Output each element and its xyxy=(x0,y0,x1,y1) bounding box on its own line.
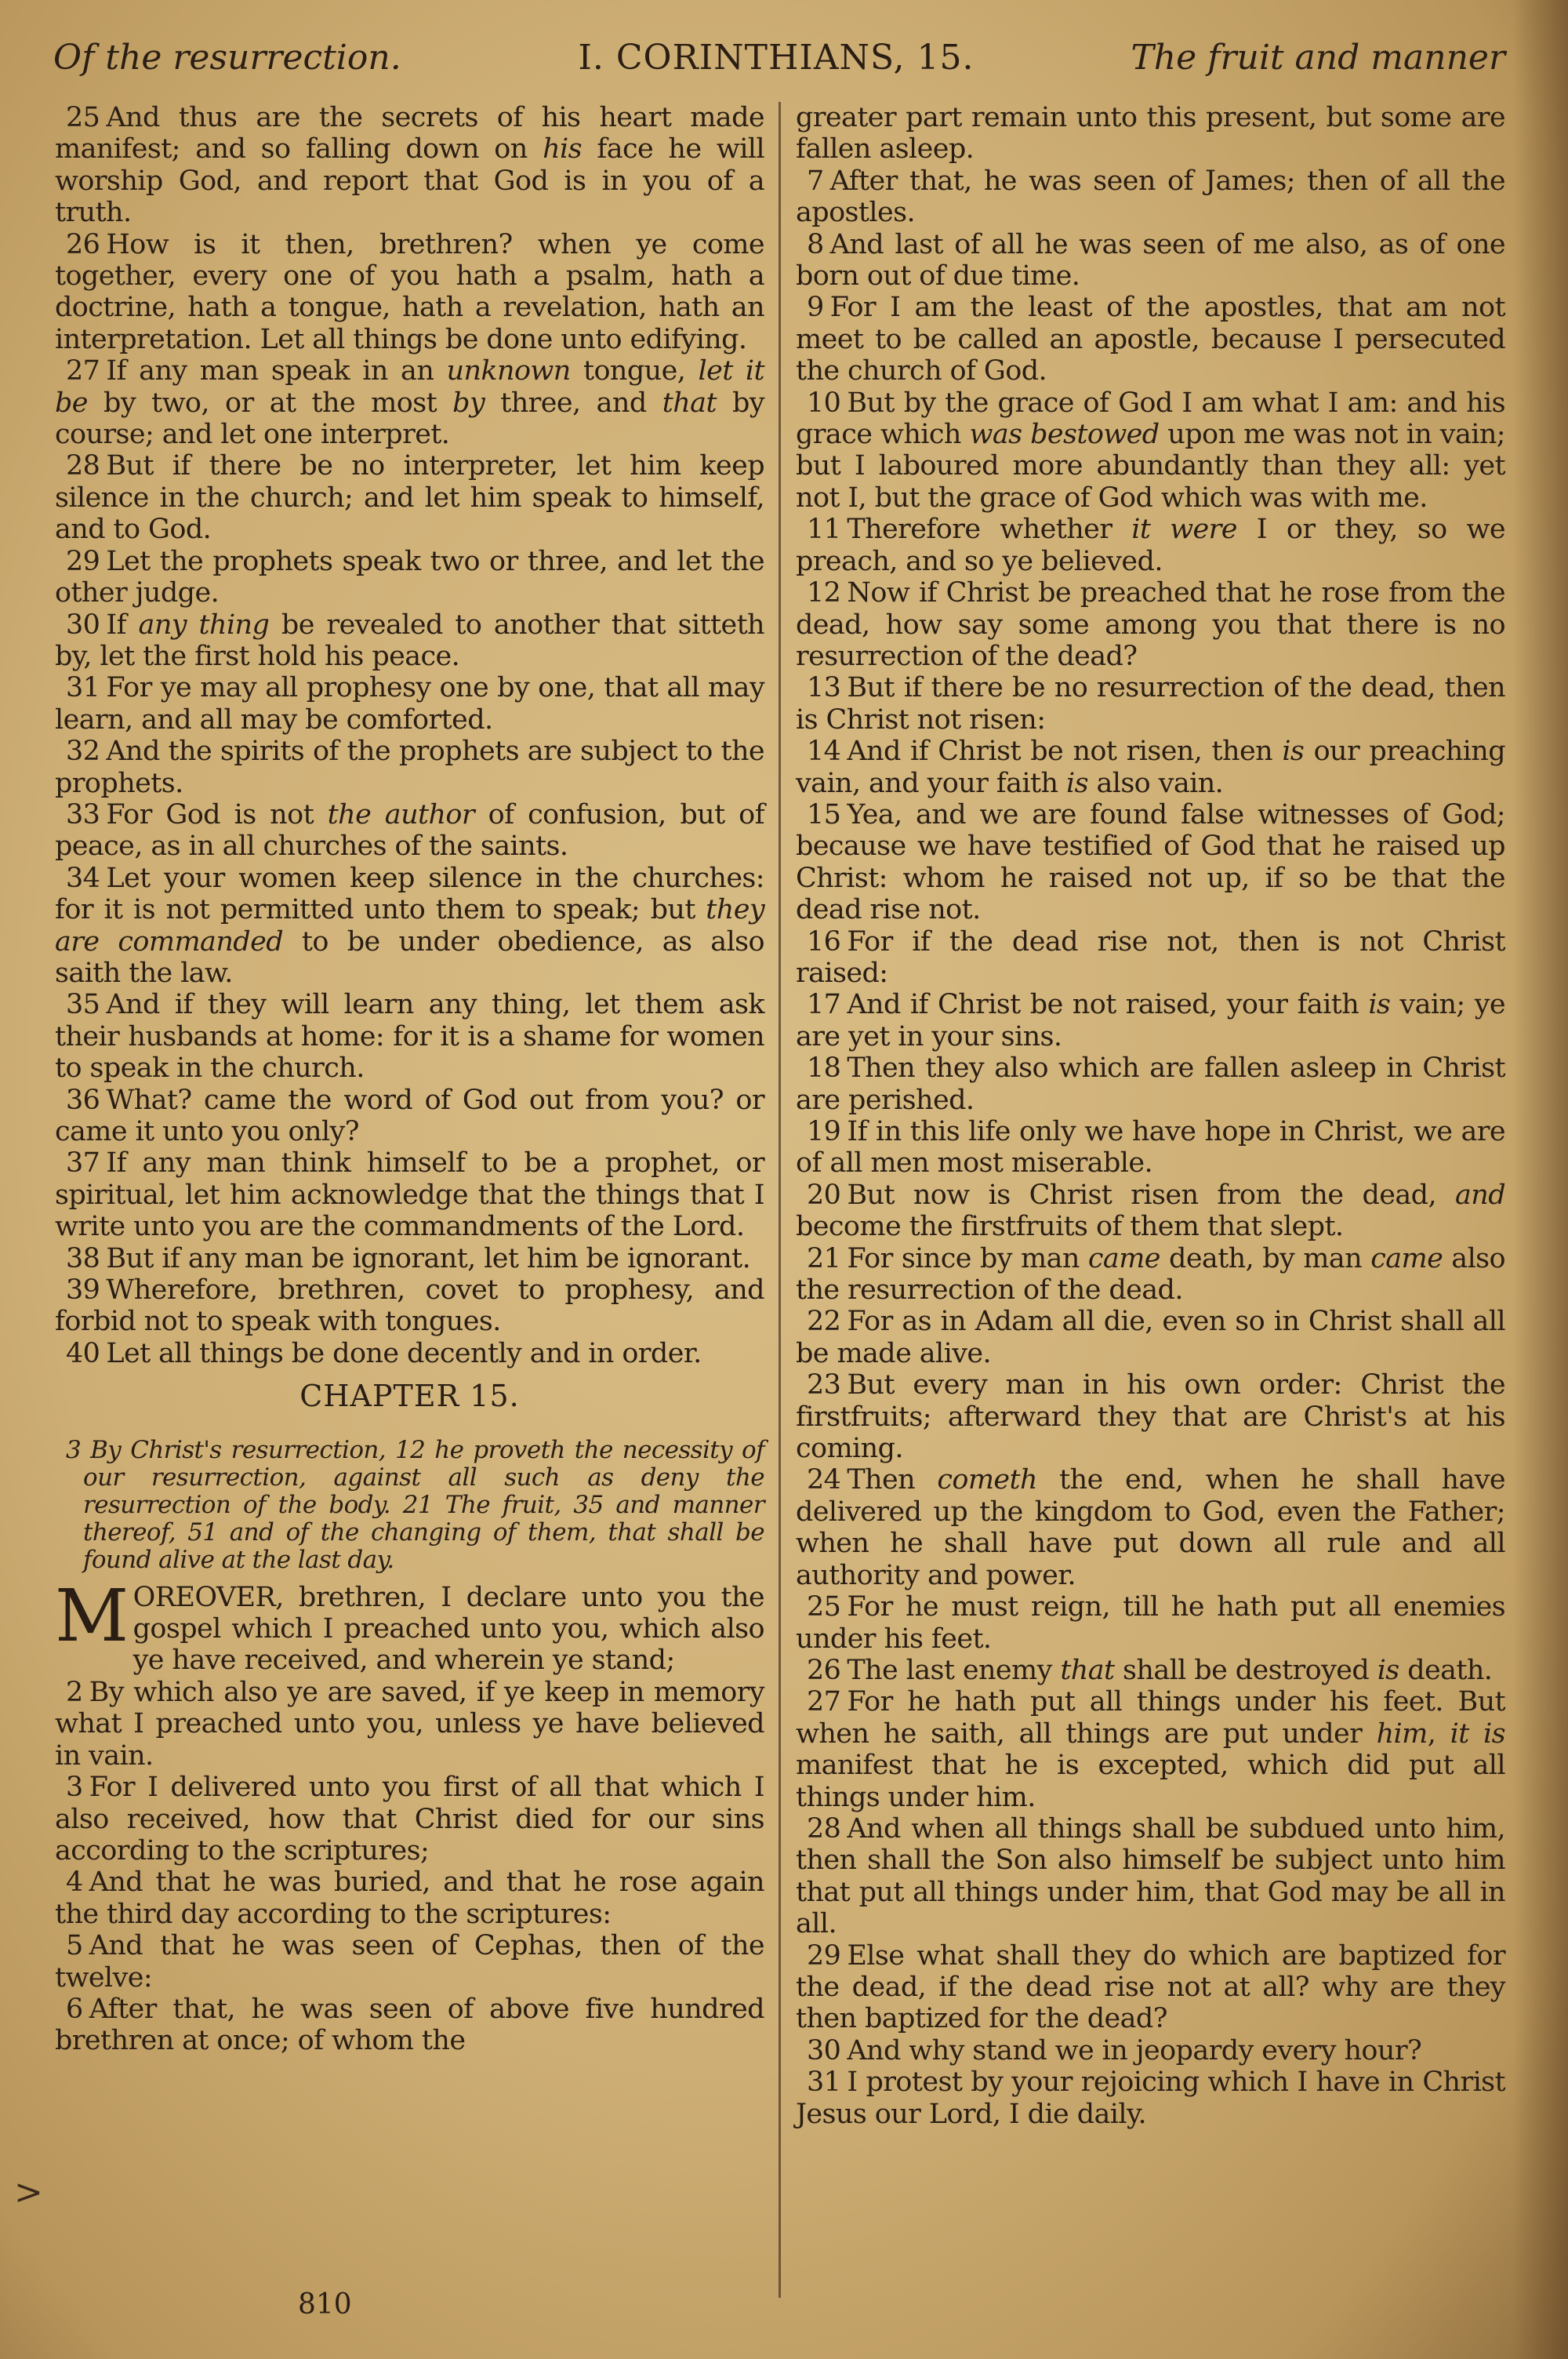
verse-text: Then xyxy=(847,1464,938,1496)
verse-text: upon me was not in vain; but I laboured more abundantly than they all: yet not I, but the grace of God which was with me. xyxy=(796,419,1505,514)
verse-25 xyxy=(55,102,764,229)
verse-text: face he will worship God, and report that God is in you of a truth. xyxy=(55,133,764,229)
italic-supplied-words: is xyxy=(1282,736,1305,768)
italic-supplied-words: and xyxy=(1454,1179,1505,1211)
italic-supplied-words: any thing xyxy=(138,609,270,641)
verse-14 xyxy=(796,736,1505,799)
verse-30 xyxy=(55,609,764,673)
verse-text: Let the prophets speak two or three, and let the other judge. xyxy=(55,545,764,609)
verse-number: 28 xyxy=(66,450,100,482)
verse-text: For as in Adam all die, even so in Christ shall all be made alive. xyxy=(796,1306,1505,1369)
verse-number: 25 xyxy=(807,1591,841,1623)
verse-text: I or they, so we preach, and so ye believed. xyxy=(796,514,1505,577)
verse-text: What? came the word of God out from you? or came it unto you only? xyxy=(55,1084,764,1147)
verse-text: For I delivered unto you first of all that which I also received, how that Christ died for our sins according to the scriptures; xyxy=(55,1772,764,1866)
verse-number: 38 xyxy=(66,1242,100,1274)
verses-chapter-15-left xyxy=(55,1677,764,2057)
verse-16 xyxy=(796,926,1505,990)
verse-36 xyxy=(55,1085,764,1148)
verse-number: 29 xyxy=(807,1939,841,1972)
verse-number: 10 xyxy=(807,387,841,419)
verse-31 xyxy=(796,2066,1505,2130)
verse-text: death. xyxy=(1399,1654,1493,1686)
verse-text: But if any man be ignorant, let him be ignorant. xyxy=(106,1242,751,1274)
verse-39 xyxy=(55,1274,764,1338)
verse-text: by course; and let one interpret. xyxy=(55,387,764,451)
verse-12 xyxy=(796,577,1505,672)
verse-number: 7 xyxy=(807,165,824,197)
left-column xyxy=(55,102,764,2057)
verse-number: 27 xyxy=(807,1686,841,1718)
verse-text: But every man in his own order: Christ the firstfruits; afterward they that are Christ's at his coming. xyxy=(796,1369,1505,1465)
verse-23 xyxy=(796,1369,1505,1464)
verse-text: And if Christ be not risen, then xyxy=(847,736,1283,768)
page-number: 810 xyxy=(298,2288,352,2321)
verse-text: And thus are the secrets of his heart made manifest; and so falling down on xyxy=(55,102,764,165)
verse-text: shall be destroyed xyxy=(1114,1654,1377,1686)
verse-text: For since by man xyxy=(847,1242,1088,1274)
verse-text: And when all things shall be subdued unto him, then shall the Son also himself be subject unto him that put all things under him, that God may be all in all. xyxy=(796,1812,1505,1940)
verse-number: 15 xyxy=(807,798,841,831)
verse-number: 31 xyxy=(66,672,100,704)
verse-text: If any man speak in an xyxy=(106,355,447,387)
verse-6 xyxy=(55,1994,764,2057)
verse-number: 26 xyxy=(66,228,100,260)
verse-number: 23 xyxy=(807,1369,841,1401)
verse-27 xyxy=(796,1686,1505,1813)
verse-1-text: OREOVER, brethren, I declare unto you the gospel which I preached unto you, which also ye have received, and wherein ye stand; xyxy=(132,1581,764,1677)
verse-text: After that, he was seen of above five hundred brethren at once; of whom the xyxy=(55,1993,764,2057)
verse-text: For he must reign, till he hath put all enemies under his feet. xyxy=(796,1591,1505,1655)
verse-33 xyxy=(55,799,764,863)
verse-text: For I am the least of the apostles, that am not meet to be called an apostle, because I persecuted the church of God. xyxy=(796,292,1505,387)
verse-number: 37 xyxy=(66,1147,100,1180)
verse-number: 4 xyxy=(66,1866,83,1899)
verse-number: 36 xyxy=(66,1084,100,1116)
verse-30 xyxy=(796,2035,1505,2066)
verse-text: For God is not xyxy=(106,798,328,831)
verse-number: 2 xyxy=(66,1676,83,1708)
verse-number: 31 xyxy=(807,2066,841,2099)
italic-supplied-words: was bestowed xyxy=(969,419,1160,451)
chapter-heading: CHAPTER 15. xyxy=(299,1379,520,1414)
verse-text: And that he was seen of Cephas, then of the twelve: xyxy=(55,1930,764,1994)
verse-text: If in this life only we have hope in Christ, we are of all men most miserable. xyxy=(796,1116,1505,1180)
verse-text: vain; ye are yet in your sins. xyxy=(796,989,1505,1052)
verse-4 xyxy=(55,1866,764,1930)
verse-text: three, and xyxy=(485,387,662,419)
verse-34 xyxy=(55,863,764,990)
verse-text: And why stand we in jeopardy every hour? xyxy=(847,2034,1422,2066)
right-column xyxy=(796,102,1505,2130)
verse-number: 34 xyxy=(66,862,100,894)
verse-24 xyxy=(796,1464,1505,1591)
verse-28 xyxy=(55,450,764,545)
italic-supplied-words: his xyxy=(543,133,582,165)
verse-text: And if they will learn any thing, let them ask their husbands at home: for it is a shame for women to speak in the church. xyxy=(55,989,764,1085)
verse-number: 3 xyxy=(66,1772,83,1804)
margin-mark: > xyxy=(14,2172,43,2212)
verse-number: 6 xyxy=(66,1993,83,2025)
verse-text: Now if Christ be preached that he rose from the dead, how say some among you that there is no resurrection of the dead? xyxy=(796,577,1505,672)
italic-supplied-words: came xyxy=(1370,1242,1443,1274)
verses-chapter-14 xyxy=(55,102,764,1369)
verse-1 xyxy=(55,1573,764,1677)
verse-8 xyxy=(796,229,1505,293)
verse-text: our preaching vain, and your faith xyxy=(796,736,1505,799)
verse-text: But by the grace of God I am what I am: and his grace which xyxy=(796,387,1505,451)
verse-number: 22 xyxy=(807,1306,841,1338)
verse-number: 30 xyxy=(66,609,100,641)
verse-21 xyxy=(796,1243,1505,1307)
verse-18 xyxy=(796,1052,1505,1116)
header-book-chapter: I. CORINTHIANS, 15. xyxy=(578,38,975,78)
header-right-topic: The fruit and manner xyxy=(1131,38,1505,78)
verse-text: death, by man xyxy=(1160,1242,1371,1274)
verse-29 xyxy=(796,1940,1505,2035)
verse-26 xyxy=(796,1655,1505,1686)
running-header xyxy=(47,38,1505,85)
verse-text: By which also ye are saved, if ye keep in memory what I preached unto you, unless ye have believed in vain. xyxy=(55,1676,764,1772)
verse-text: Let your women keep silence in the churches: for it is not permitted unto them to speak; but xyxy=(55,862,764,926)
verse-text: Then they also which are fallen asleep in Christ are perished. xyxy=(796,1052,1505,1116)
verse-text: , xyxy=(1427,1717,1450,1750)
italic-supplied-words: the author xyxy=(327,798,475,831)
verse-number: 13 xyxy=(807,672,841,704)
verse-number: 27 xyxy=(66,355,100,387)
italic-supplied-words: that xyxy=(662,387,717,419)
verse-number: 39 xyxy=(66,1274,100,1307)
chapter-summary: 3 By Christ's resurrection, 12 he proveth the necessity of our resurrection, against all such as deny the resurrection of the body. 21 The fruit, 35 and manner thereof, 51 and of the changing of them, that shall be found alive at the last day. xyxy=(66,1435,764,1574)
verse-number: 32 xyxy=(66,736,100,768)
verse-26 xyxy=(55,229,764,356)
verse-number: 11 xyxy=(807,514,841,546)
verse-number: 35 xyxy=(66,989,100,1021)
italic-supplied-words: came xyxy=(1087,1242,1160,1274)
verse-22 xyxy=(796,1306,1505,1369)
verse-number: 30 xyxy=(807,2034,841,2066)
verse-text: the end, when he shall have delivered up the kingdom to God, even the Father; when he shall have put down all rule and all authority and power. xyxy=(796,1464,1505,1591)
verse-text: But if there be no interpreter, let him keep silence in the church; and let him speak to himself, and to God. xyxy=(55,450,764,546)
verse-25 xyxy=(796,1591,1505,1655)
italic-supplied-words: is xyxy=(1368,989,1391,1021)
verse-37 xyxy=(55,1147,764,1242)
italic-supplied-words: him xyxy=(1376,1717,1428,1750)
verse-text: also the resurrection of the dead. xyxy=(796,1242,1505,1307)
verse-number: 18 xyxy=(807,1052,841,1085)
drop-cap: M xyxy=(55,1573,129,1658)
verse-number: 8 xyxy=(807,228,824,260)
verse-19 xyxy=(796,1116,1505,1180)
verse-number: 28 xyxy=(807,1812,841,1845)
verse-text: For if the dead rise not, then is not Christ raised: xyxy=(796,925,1505,989)
verse-text: For ye may all prophesy one by one, that all may learn, and all may be comforted. xyxy=(55,672,764,736)
verse-27 xyxy=(55,355,764,450)
verse-number: 12 xyxy=(807,577,841,609)
verse-2 xyxy=(55,1677,764,1772)
verse-29 xyxy=(55,546,764,609)
verse-text: Therefore whether xyxy=(847,514,1132,546)
verse-number: 33 xyxy=(66,798,100,831)
verse-text: tongue, xyxy=(570,355,699,387)
verse-text: manifest that he is excepted, which did put all things under him. xyxy=(796,1750,1505,1813)
italic-supplied-words: cometh xyxy=(937,1464,1037,1496)
verse-number: 24 xyxy=(807,1464,841,1496)
verse-text: greater part remain unto this present, but some are fallen asleep. xyxy=(796,102,1505,165)
italic-supplied-words: is xyxy=(1377,1654,1399,1686)
verse-continued xyxy=(796,102,1505,165)
verse-number: 17 xyxy=(807,989,841,1021)
italic-supplied-words: is xyxy=(1065,767,1088,799)
column-divider xyxy=(779,102,781,2298)
verse-13 xyxy=(796,672,1505,736)
verse-text: by two, or at the most xyxy=(87,387,453,419)
verse-text: also vain. xyxy=(1087,767,1224,799)
header-left-topic: Of the resurrection. xyxy=(53,38,401,78)
verse-35 xyxy=(55,989,764,1084)
verse-28 xyxy=(796,1813,1505,1940)
verse-9 xyxy=(796,292,1505,387)
verse-text: And if Christ be not raised, your faith xyxy=(847,989,1369,1021)
verse-text: How is it then, brethren? when ye come together, every one of you hath a psalm, hath a doctrine, hath a tongue, hath a revelation, hath an interpretation. Let all things be done unto edifying. xyxy=(55,228,764,355)
verse-38 xyxy=(55,1243,764,1274)
verse-11 xyxy=(796,514,1505,577)
verse-15 xyxy=(796,799,1505,926)
verse-number: 40 xyxy=(66,1337,100,1369)
verse-text: For he hath put all things under his feet. But when he saith, all things are put under xyxy=(796,1686,1505,1750)
verse-number: 9 xyxy=(807,292,824,324)
verse-text: The last enemy xyxy=(847,1654,1061,1686)
verse-number: 26 xyxy=(807,1654,841,1686)
verse-text: Yea, and we are found false witnesses of God; because we have testified of God that he raised up Christ: whom he raised not up, if so be that the dead rise not. xyxy=(796,798,1505,926)
verse-10 xyxy=(796,387,1505,514)
verse-text: If any man think himself to be a prophet, or spiritual, let him acknowledge that the things that I write unto you are the commandments of the Lord. xyxy=(55,1147,764,1243)
verse-17 xyxy=(796,989,1505,1052)
verse-number: 21 xyxy=(807,1242,841,1274)
verse-text: After that, he was seen of James; then of all the apostles. xyxy=(796,165,1505,229)
italic-supplied-words: they are commanded xyxy=(55,894,764,958)
italic-supplied-words: unknown xyxy=(446,355,571,387)
verse-number: 5 xyxy=(66,1930,83,1962)
verse-31 xyxy=(55,672,764,736)
verse-number: 20 xyxy=(807,1179,841,1211)
verse-40 xyxy=(55,1338,764,1369)
verse-text: of confusion, but of peace, as in all churches of the saints. xyxy=(55,798,764,863)
verse-text: And that he was buried, and that he rose again the third day according to the scriptures: xyxy=(55,1866,764,1930)
verse-number: 14 xyxy=(807,736,841,768)
italic-supplied-words: by xyxy=(452,387,485,419)
verse-text: Else what shall they do which are baptized for the dead, if the dead rise not at all? why are they then baptized for the dead? xyxy=(796,1939,1505,2035)
italic-supplied-words: it is xyxy=(1450,1717,1505,1750)
verse-number: 16 xyxy=(807,925,841,958)
verse-32 xyxy=(55,736,764,799)
verse-text: And the spirits of the prophets are subject to the prophets. xyxy=(55,736,764,799)
verse-number: 19 xyxy=(807,1116,841,1147)
verse-text: Wherefore, brethren, covet to prophesy, and forbid not to speak with tongues. xyxy=(55,1274,764,1338)
verse-text: become the firstfruits of them that slept. xyxy=(796,1211,1344,1243)
verse-number: 29 xyxy=(66,545,100,577)
verse-text: to be under obedience, as also saith the law. xyxy=(55,925,764,989)
verse-number: 25 xyxy=(66,102,100,133)
verse-text: be revealed to another that sitteth by, let the first hold his peace. xyxy=(55,609,765,672)
verse-text: But now is Christ risen from the dead, xyxy=(847,1179,1455,1211)
page-edge-shadow xyxy=(1513,0,1568,2359)
verse-text: And last of all he was seen of me also, as of one born out of due time. xyxy=(796,228,1505,293)
verse-7 xyxy=(796,165,1505,229)
verse-20 xyxy=(796,1180,1505,1243)
verse-text: I protest by your rejoicing which I have in Christ Jesus our Lord, I die daily. xyxy=(796,2066,1505,2130)
italic-supplied-words: let it be xyxy=(55,355,764,419)
verse-text: Let all things be done decently and in order. xyxy=(106,1337,702,1369)
italic-supplied-words: that xyxy=(1060,1654,1115,1686)
verse-text: If xyxy=(106,609,139,641)
verse-5 xyxy=(55,1930,764,1994)
verse-3 xyxy=(55,1772,764,1866)
italic-supplied-words: it were xyxy=(1131,514,1237,546)
verse-text: But if there be no resurrection of the dead, then is Christ not risen: xyxy=(796,672,1505,736)
